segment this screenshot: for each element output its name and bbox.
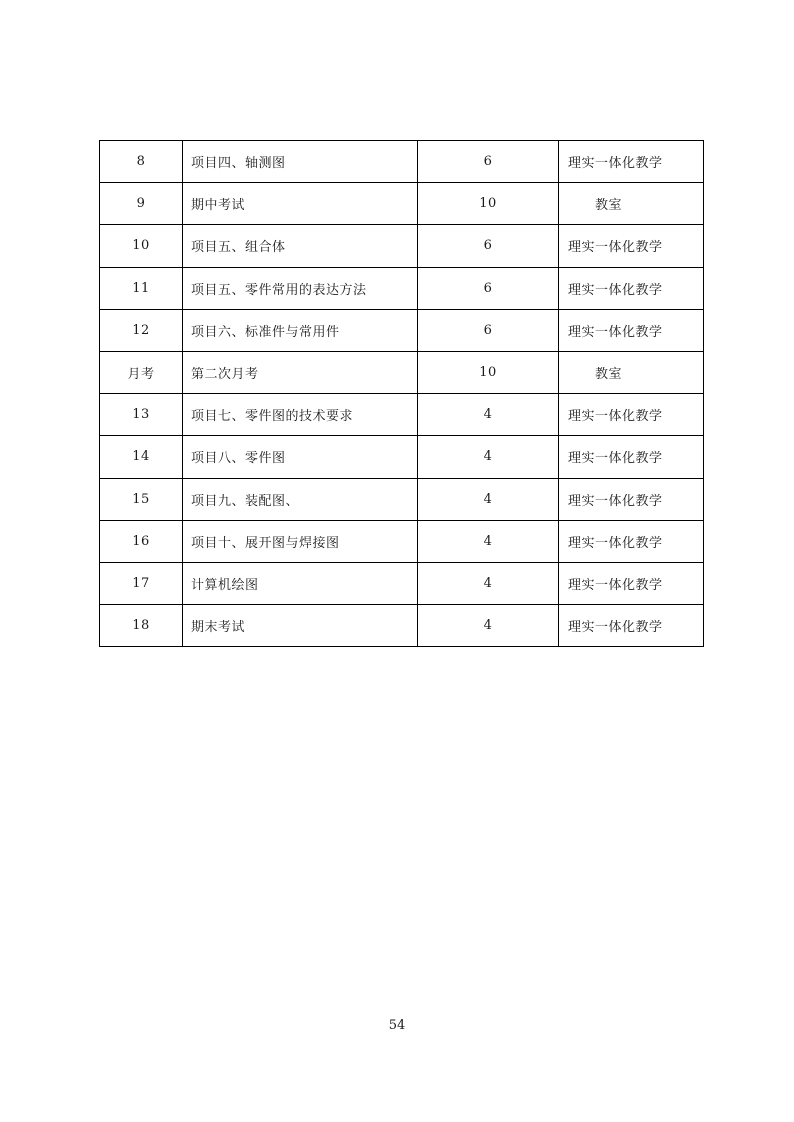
hours-cell: 6 <box>418 309 559 351</box>
content-cell: 项目九、装配图、 <box>183 478 418 520</box>
content-cell: 计算机绘图 <box>183 562 418 604</box>
table-row <box>100 562 704 604</box>
content-cell: 第二次月考 <box>183 351 418 393</box>
hours-cell: 4 <box>418 478 559 520</box>
hours-cell: 4 <box>418 394 559 436</box>
table-row <box>100 478 704 520</box>
week-cell: 16 <box>100 520 183 562</box>
hours-cell: 6 <box>418 225 559 267</box>
content-cell: 项目十、展开图与焊接图 <box>183 520 418 562</box>
content-cell: 项目八、零件图 <box>183 436 418 478</box>
week-cell: 9 <box>100 183 183 225</box>
table-row <box>100 394 704 436</box>
hours-cell: 10 <box>418 183 559 225</box>
table-row <box>100 605 704 647</box>
hours-cell: 6 <box>418 267 559 309</box>
hours-cell: 4 <box>418 520 559 562</box>
week-cell: 12 <box>100 309 183 351</box>
week-cell: 14 <box>100 436 183 478</box>
week-cell: 11 <box>100 267 183 309</box>
week-cell: 15 <box>100 478 183 520</box>
content-cell: 项目七、零件图的技术要求 <box>183 394 418 436</box>
mode-cell: 理实一体化教学 <box>559 309 704 351</box>
mode-cell: 理实一体化教学 <box>559 520 704 562</box>
mode-cell: 理实一体化教学 <box>559 394 704 436</box>
week-cell: 13 <box>100 394 183 436</box>
mode-cell: 教室 <box>559 351 704 393</box>
week-cell: 18 <box>100 605 183 647</box>
table-row <box>100 309 704 351</box>
week-cell: 8 <box>100 141 183 183</box>
table-row <box>100 351 704 393</box>
mode-cell: 理实一体化教学 <box>559 436 704 478</box>
table-row <box>100 183 704 225</box>
hours-cell: 10 <box>418 351 559 393</box>
table-row <box>100 225 704 267</box>
hours-cell: 4 <box>418 562 559 604</box>
content-cell: 项目六、标准件与常用件 <box>183 309 418 351</box>
mode-cell: 理实一体化教学 <box>559 267 704 309</box>
mode-cell: 理实一体化教学 <box>559 562 704 604</box>
mode-cell: 理实一体化教学 <box>559 605 704 647</box>
content-cell: 项目五、零件常用的表达方法 <box>183 267 418 309</box>
week-cell: 17 <box>100 562 183 604</box>
mode-cell: 教室 <box>559 183 704 225</box>
week-cell: 月考 <box>100 351 183 393</box>
table-row <box>100 436 704 478</box>
table-row <box>100 141 704 183</box>
content-cell: 项目五、组合体 <box>183 225 418 267</box>
week-cell: 10 <box>100 225 183 267</box>
hours-cell: 4 <box>418 436 559 478</box>
content-cell: 项目四、轴测图 <box>183 141 418 183</box>
hours-cell: 6 <box>418 141 559 183</box>
course-schedule-table <box>99 140 704 647</box>
page-number: 54 <box>388 1018 406 1033</box>
mode-cell: 理实一体化教学 <box>559 478 704 520</box>
content-cell: 期末考试 <box>183 605 418 647</box>
hours-cell: 4 <box>418 605 559 647</box>
mode-cell: 理实一体化教学 <box>559 141 704 183</box>
content-cell: 期中考试 <box>183 183 418 225</box>
table-row <box>100 520 704 562</box>
mode-cell: 理实一体化教学 <box>559 225 704 267</box>
table-row <box>100 267 704 309</box>
